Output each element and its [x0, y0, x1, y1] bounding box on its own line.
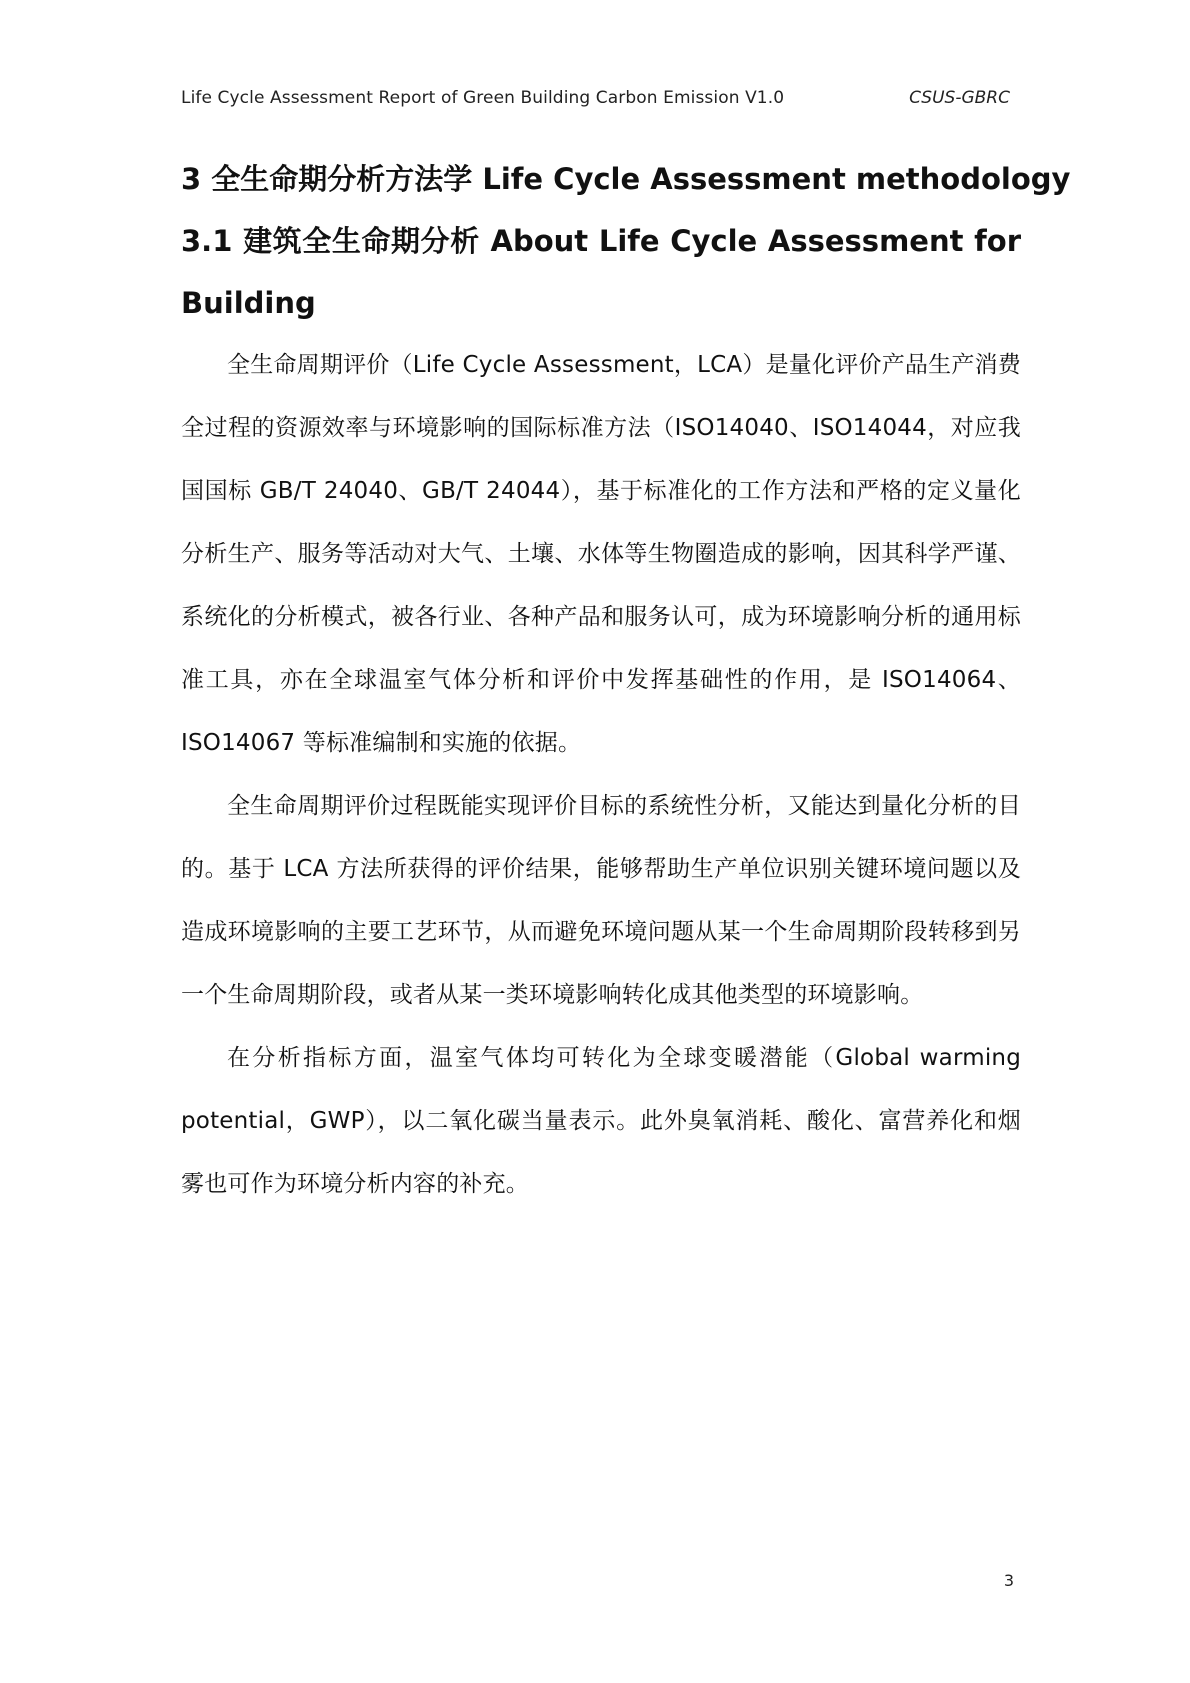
page-number: 3	[1003, 1571, 1014, 1590]
section-heading: 3 全生命期分析方法学 Life Cycle Assessment methodology	[181, 162, 1071, 196]
running-header-title: Life Cycle Assessment Report of Green Building Carbon Emission V1.0	[181, 88, 785, 108]
page-content	[181, 148, 1071, 1216]
paragraph: 在分析指标方面，温室气体均可转化为全球变暖潜能（Global warming potential，GWP），以二氧化碳当量表示。此外臭氧消耗、酸化、富营养化和烟雾也可作为环境分析内容的补充。	[181, 1045, 1021, 1197]
paragraph: 全生命周期评价过程既能实现评价目标的系统性分析，又能达到量化分析的目的。基于 LCA 方法所获得的评价结果，能够帮助生产单位识别关键环境问题以及造成环境影响的主要工艺环节，从而避免环境问题从某一个生命周期阶段转移到另一个生命周期阶段，或者从某一类环境影响转化成其他类型的环境影响。	[181, 793, 1021, 1008]
paragraph: 全生命周期评价（Life Cycle Assessment，LCA）是量化评价产品生产消费全过程的资源效率与环境影响的国际标准方法（ISO14040、ISO14044，对应我国国标 GB/T 24040、GB/T 24044），基于标准化的工作方法和严格的定义量化分析生产、服务等活动对大气、土壤、水体等生物圈造成的影响，因其科学严谨、系统化的分析模式，被各行业、各种产品和服务认可，成为环境影响分析的通用标准工具，亦在全球温室气体分析和评价中发挥基础性的作用，是 ISO14064、ISO14067 等标准编制和实施的依据。	[181, 352, 1021, 756]
running-header-code: CSUS-GBRC	[909, 88, 1010, 108]
subsection-heading: 3.1 建筑全生命期分析 About Life Cycle Assessment for Building	[181, 224, 1021, 320]
